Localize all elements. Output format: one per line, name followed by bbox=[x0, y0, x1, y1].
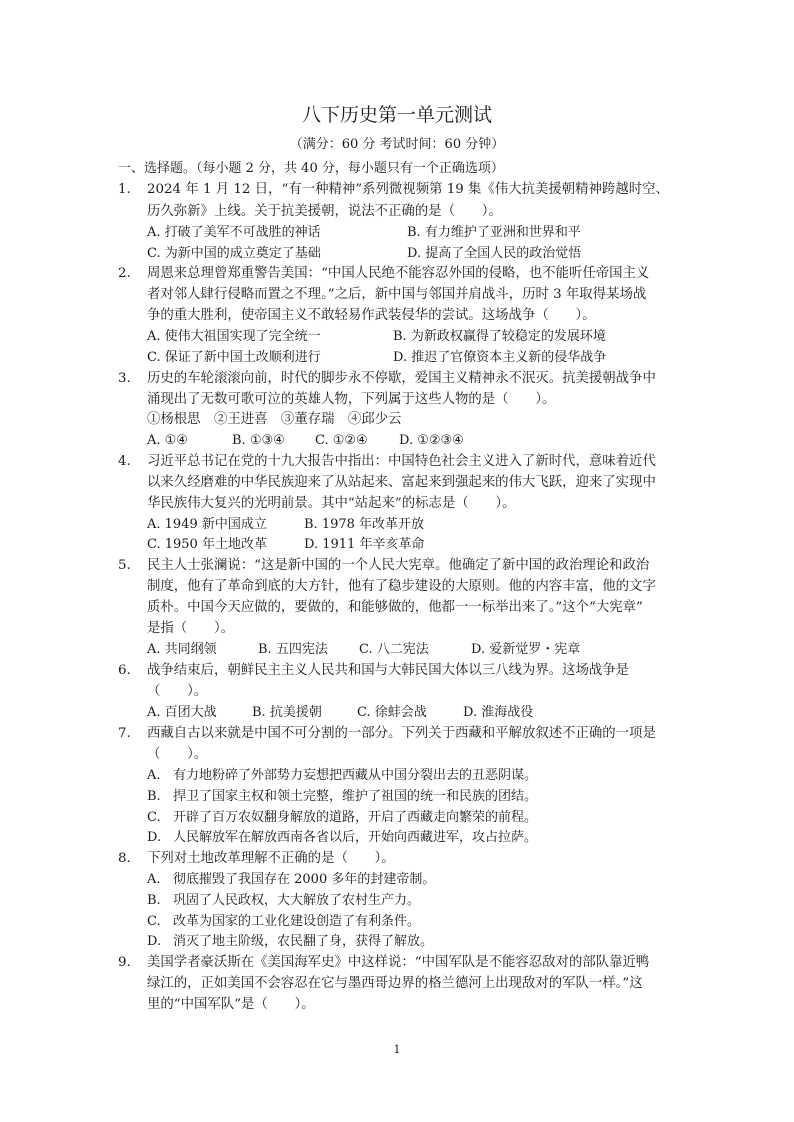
question-text: （ ）。 bbox=[147, 684, 208, 699]
option-letter: A. bbox=[147, 768, 161, 783]
option-c bbox=[147, 912, 420, 932]
question-number: 5. bbox=[118, 558, 131, 573]
question-text: 下列对土地改革理解不正确的是（ ）。 bbox=[147, 851, 395, 866]
option-letter: A. bbox=[147, 872, 161, 887]
option-a: A. ①④ bbox=[147, 433, 188, 448]
option-c: C. 保证了新中国土改顺利进行 bbox=[147, 350, 321, 365]
option-d: D. 提高了全国人民的政治觉悟 bbox=[407, 246, 582, 261]
option-d bbox=[147, 828, 537, 848]
page-number: 1 bbox=[393, 1043, 401, 1056]
option-d: D. 1911 年辛亥革命 bbox=[304, 537, 425, 552]
option-text: 彻底摧毁了我国存在 2000 多年的封建帝制。 bbox=[173, 872, 436, 887]
option-b: B. 抗美援朝 bbox=[252, 705, 322, 720]
option-c: C. 徐蚌会战 bbox=[357, 705, 427, 720]
question-text: 美国学者豪沃斯在《美国海军史》中这样说：“中国军队是不能容忍敌对的部队靠近鸭 bbox=[147, 955, 650, 970]
option-letter: C. bbox=[147, 810, 161, 825]
question-text: 质朴。中国今天应做的，要做的，和能够做的，他都一一标举出来了。”这个“大宪章” bbox=[147, 600, 643, 615]
question-number: 9. bbox=[118, 955, 131, 970]
option-d: D. 爱新觉罗・宪章 bbox=[471, 642, 581, 657]
option-c: C. 1950 年土地改革 bbox=[147, 537, 267, 552]
option-a: A. 共同纲领 bbox=[147, 642, 217, 657]
option-b bbox=[147, 891, 420, 911]
option-a: A. 打破了美军不可战胜的神话 bbox=[147, 225, 321, 240]
option-text: 消灭了地主阶级，农民翻了身，获得了解放。 bbox=[173, 934, 434, 949]
question-number: 6. bbox=[118, 663, 131, 678]
option-c: C. 为新中国的成立奠定了基础 bbox=[147, 246, 321, 261]
option-b bbox=[147, 787, 537, 807]
section-heading: 一、选择题。（每小题 2 分，共 40 分，每小题只有一个正确选项） bbox=[118, 161, 504, 176]
question-text: 周恩来总理曾郑重警告美国：“中国人民绝不能容忍外国的侵略，也不能听任帝国主义 bbox=[147, 266, 650, 281]
question-text: 涌现出了无数可歌可泣的英雄人物，下列属于这些人物的是（ ）。 bbox=[147, 392, 556, 407]
question-text: 制度，他有了革命到底的大方针，他有了稳步建设的大原则。他的内容丰富，他的文字 bbox=[147, 579, 656, 594]
option-text: 人民解放军在解放西南各省以后，开始向西藏进军，攻占拉萨。 bbox=[173, 830, 538, 845]
option-c: C. ①②④ bbox=[315, 433, 368, 448]
option-d bbox=[147, 932, 433, 952]
question-text: 历久弥新》上线。关于抗美援朝，说法不正确的是（ ）。 bbox=[147, 204, 502, 219]
question-text: 2024 年 1 月 12 日，“有一种精神”系列微视频第 19 集《伟大抗美援朝精神跨越时空、 bbox=[147, 182, 669, 197]
option-b: B. 为新政权赢得了较稳定的发展环境 bbox=[393, 329, 606, 344]
option-text: 开辟了百万农奴翻身解放的道路，开启了西藏走向繁荣的前程。 bbox=[173, 810, 538, 825]
question-number: 8. bbox=[118, 851, 131, 866]
question-text: 西藏自古以来就是中国不可分割的一部分。下列关于西藏和平解放叙述不正确的一项是 bbox=[147, 726, 656, 741]
exam-info: （满分：60 分 考试时间：60 分钟） bbox=[289, 137, 505, 152]
page-title: 八下历史第一单元测试 bbox=[301, 104, 492, 126]
question-number: 2. bbox=[118, 266, 131, 281]
option-text: 巩固了人民政权，大大解放了农村生产力。 bbox=[173, 893, 421, 908]
question-text: 是指（ ）。 bbox=[147, 621, 235, 636]
question-text: 者对邻人肆行侵略而置之不理。”之后，新中国与邻国并肩战斗，历时 3 年取得某场战 bbox=[147, 287, 647, 302]
option-text: 有力地粉碎了外部势力妄想把西藏从中国分裂出去的丑恶阴谋。 bbox=[173, 768, 538, 783]
question-text: 历史的车轮滚滚向前，时代的脚步永不停歇，爱国主义精神永不泯灭。抗美援朝战争中 bbox=[147, 371, 656, 386]
option-letter: C. bbox=[147, 914, 161, 929]
option-c: C. 八二宪法 bbox=[359, 642, 429, 657]
option-letter: B. bbox=[147, 893, 161, 908]
option-b: B. 五四宪法 bbox=[258, 642, 328, 657]
option-letter: D. bbox=[147, 830, 162, 845]
question-text: 华民族伟大复兴的光明前景。其中“站起来”的标志是（ ）。 bbox=[147, 496, 516, 511]
option-d: D. ①②③④ bbox=[399, 433, 464, 448]
option-a: A. 百团大战 bbox=[147, 705, 217, 720]
question-text: 习近平总书记在党的十九大报告中指出：中国特色社会主义进入了新时代，意味着近代 bbox=[147, 454, 656, 469]
question-number: 7. bbox=[118, 726, 131, 741]
option-c bbox=[147, 808, 537, 828]
question-number: 4. bbox=[118, 454, 131, 469]
question-text: ①杨根思 ②王进喜 ③董存瑞 ④邱少云 bbox=[147, 412, 402, 427]
option-a bbox=[147, 766, 537, 786]
option-d: D. 推迟了官僚资本主义新的侵华战争 bbox=[393, 350, 607, 365]
option-a bbox=[147, 870, 435, 890]
question-text: 以来久经磨难的中华民族迎来了从站起来、富起来到强起来的伟大飞跃，迎来了实现中 bbox=[147, 475, 656, 490]
question-text: 民主人士张澜说：“这是新中国的一个人民大宪章。他确定了新中国的政治理论和政治 bbox=[147, 558, 650, 573]
option-a: A. 1949 新中国成立 bbox=[147, 517, 267, 532]
option-letter: B. bbox=[147, 789, 161, 804]
option-d: D. 淮海战役 bbox=[463, 705, 534, 720]
question-text: 里的“中国军队”是（ ）。 bbox=[147, 997, 315, 1012]
question-number: 1. bbox=[118, 182, 131, 197]
option-text: 改革为国家的工业化建设创造了有利条件。 bbox=[173, 914, 421, 929]
question-number: 3. bbox=[118, 371, 131, 386]
option-b: B. ①③④ bbox=[232, 433, 285, 448]
option-a: A. 使伟大祖国实现了完全统一 bbox=[147, 329, 321, 344]
question-text: 战争结束后，朝鲜民主主义人民共和国与大韩民国大体以三八线为界。这场战争是 bbox=[147, 663, 630, 678]
option-b: B. 1978 年改革开放 bbox=[304, 517, 425, 532]
option-b: B. 有力维护了亚洲和世界和平 bbox=[407, 225, 581, 240]
question-text: （ ）。 bbox=[147, 747, 208, 762]
question-text: 争的重大胜利，使帝国主义不敢轻易作武装侵华的尝试。这场战争（ ）。 bbox=[147, 308, 596, 323]
question-text: 绿江的，正如美国不会容忍在它与墨西哥边界的格兰德河上出现敌对的军队一样。”这 bbox=[147, 976, 643, 991]
option-letter: D. bbox=[147, 934, 162, 949]
option-text: 捍卫了国家主权和领土完整，维护了祖国的统一和民族的团结。 bbox=[173, 789, 538, 804]
